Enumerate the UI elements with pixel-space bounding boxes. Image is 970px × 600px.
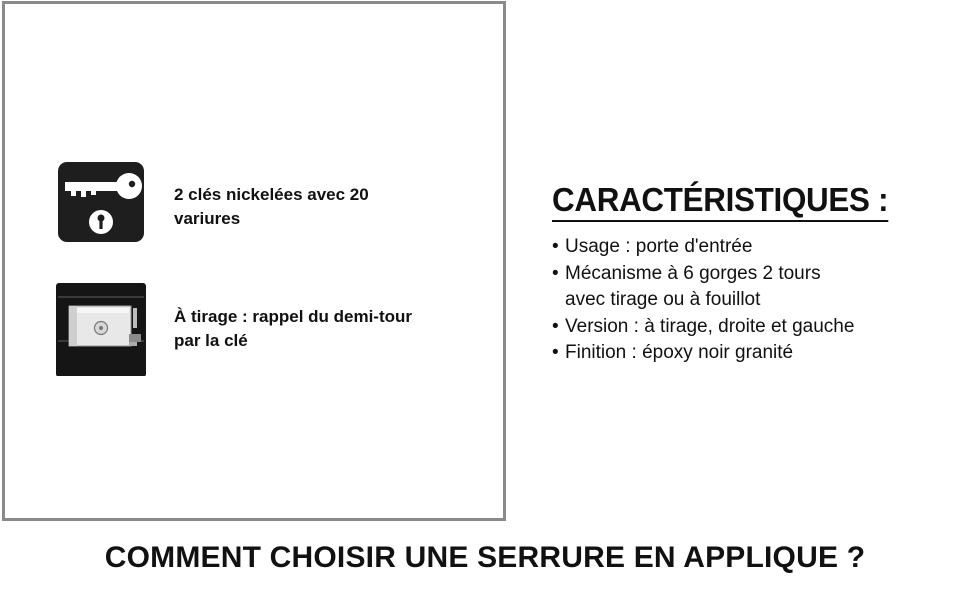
specs-list xyxy=(552,234,924,367)
feature-surface-lock-label: À tirage : rappel du demi-tour par la clé xyxy=(174,307,413,350)
spec-mechanism xyxy=(552,261,924,314)
spec-usage-text: Usage : porte d'entrée xyxy=(565,236,753,257)
spec-mechanism-text-2: avec tirage ou à fouillot xyxy=(565,289,761,310)
key-lock-icon xyxy=(55,160,147,254)
feature-surface-lock xyxy=(55,282,414,376)
spec-mechanism-text: Mécanisme à 6 gorges 2 tours xyxy=(565,262,821,284)
spec-version-text: Version : à tirage, droite et gauche xyxy=(565,315,855,337)
spec-version xyxy=(552,314,924,341)
page-title: COMMENT CHOISIR UNE SERRURE EN APPLIQUE ? xyxy=(104,541,866,574)
specifications xyxy=(552,180,924,367)
feature-keys-label: 2 clés nickelées avec 20 variures xyxy=(174,185,369,228)
feature-keys xyxy=(55,160,414,254)
spec-finish-text: Finition : époxy noir granité xyxy=(565,342,794,363)
spec-finish xyxy=(552,340,924,367)
surface-lock-icon xyxy=(55,282,147,376)
spec-usage xyxy=(552,234,924,261)
features-panel xyxy=(2,1,506,521)
specs-title: CARACTÉRISTIQUES : xyxy=(552,180,888,222)
